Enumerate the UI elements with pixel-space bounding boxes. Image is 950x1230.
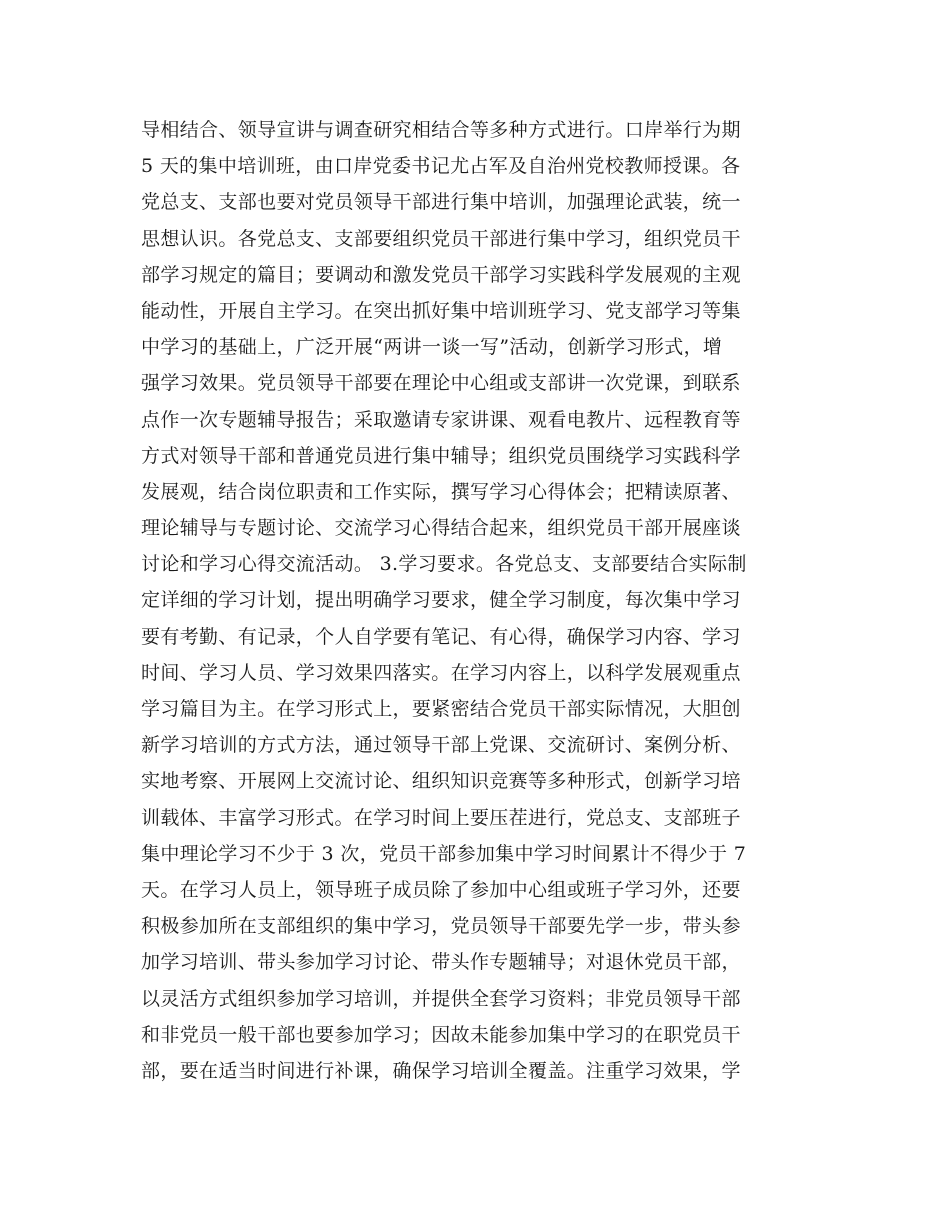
text-line: 中学习的基础上，广泛开展“两讲一谈一写”活动，创新学习形式，增 [141, 336, 723, 359]
text-line: 讨论和学习心得交流活动。 3.学习要求。各党总支、支部要结合实际制 [141, 553, 747, 576]
text-line: 部，要在适当时间进行补课，确保学习培训全覆盖。注重学习效果，学 [141, 1059, 741, 1082]
text-line: 和非党员一般干部也要参加学习；因故未能参加集中学习的在职党员干 [141, 1023, 741, 1046]
text-line: 定详细的学习计划，提出明确学习要求，健全学习制度，每次集中学习 [141, 589, 741, 612]
text-line: 训载体、丰富学习形式。在学习时间上要压茬进行，党总支、支部班子 [141, 806, 741, 829]
text-line: 发展观，结合岗位职责和工作实际，撰写学习心得体会；把精读原著、 [141, 480, 741, 503]
text-line: 点作一次专题辅导报告；采取邀请专家讲课、观看电教片、远程教育等 [141, 408, 741, 431]
text-line: 要有考勤、有记录，个人自学要有笔记、有心得，确保学习内容、学习 [141, 625, 741, 648]
text-line: 积极参加所在支部组织的集中学习，党员领导干部要先学一步，带头参 [141, 915, 741, 938]
text-line: 理论辅导与专题讨论、交流学习心得结合起来，组织党员干部开展座谈 [141, 517, 741, 540]
text-line: 方式对领导干部和普通党员进行集中辅导；组织党员围绕学习实践科学 [141, 444, 741, 467]
text-line: 思想认识。各党总支、支部要组织党员干部进行集中学习，组织党员干 [141, 227, 741, 250]
text-line: 能动性，开展自主学习。在突出抓好集中培训班学习、党支部学习等集 [141, 299, 741, 322]
text-line: 集中理论学习不少于 3 次，党员干部参加集中学习时间累计不得少于 7 [141, 842, 747, 865]
text-line: 天。在学习人员上，领导班子成员除了参加中心组或班子学习外，还要 [141, 878, 741, 901]
text-line: 强学习效果。党员领导干部要在理论中心组或支部讲一次党课，到联系 [141, 372, 741, 395]
text-line: 党总支、支部也要对党员领导干部进行集中培训，加强理论武装，统一 [141, 191, 741, 214]
text-line: 部学习规定的篇目；要调动和激发党员干部学习实践科学发展观的主观 [141, 263, 741, 286]
text-line: 学习篇目为主。在学习形式上，要紧密结合党员干部实际情况，大胆创 [141, 698, 741, 720]
body-text [141, 112, 821, 1089]
text-line: 加学习培训、带头参加学习讨论、带头作专题辅导；对退休党员干部， [141, 951, 741, 974]
text-line: 时间、学习人员、学习效果四落实。在学习内容上，以科学发展观重点 [141, 661, 741, 684]
text-line: 新学习培训的方式方法，通过领导干部上党课、交流研讨、案例分析、 [141, 734, 741, 757]
text-line: 5 天的集中培训班，由口岸党委书记尤占军及自治州党校教师授课。各 [141, 155, 741, 178]
text-line: 以灵活方式组织参加学习培训，并提供全套学习资料；非党员领导干部 [141, 987, 741, 1010]
text-line: 导相结合、领导宣讲与调查研究相结合等多种方式进行。口岸举行为期 [141, 119, 741, 141]
text-line: 实地考察、开展网上交流讨论、组织知识竞赛等多种形式，创新学习培 [141, 770, 741, 793]
